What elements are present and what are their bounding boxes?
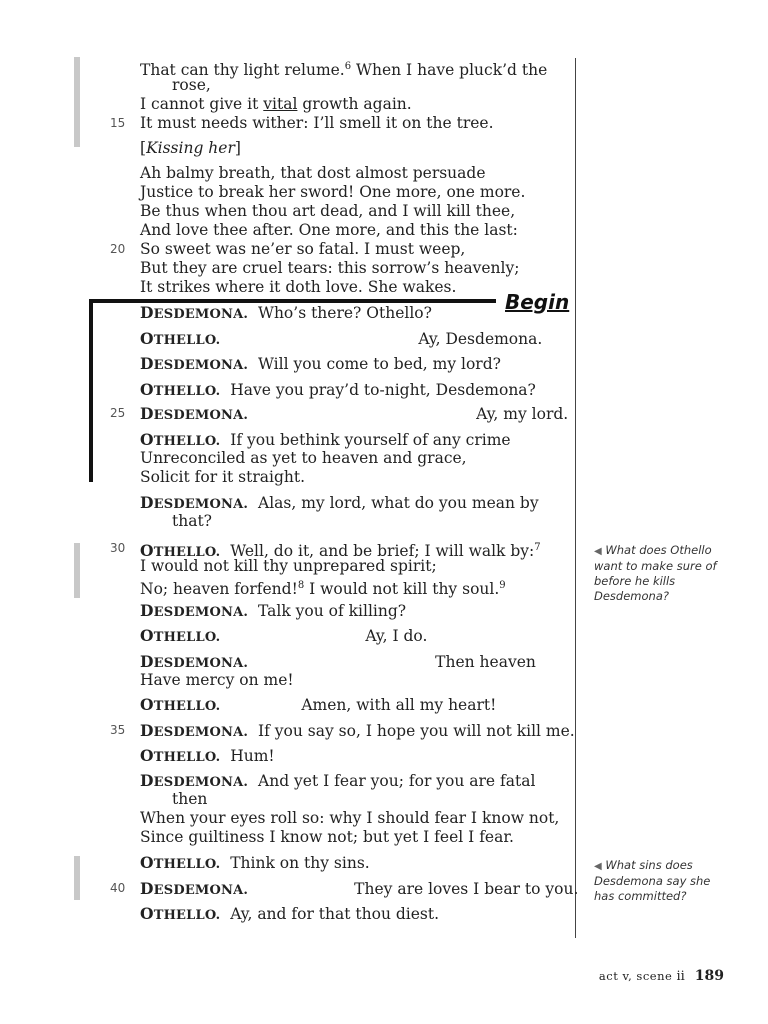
begin-label: Begin — [505, 290, 570, 314]
margin-highlight-bar — [74, 856, 80, 900]
dialogue-line: Since guiltiness I know not; but yet I feel I fear. — [140, 828, 514, 846]
speaker-name: DESDEMONA. — [140, 303, 249, 322]
dialogue-line: OTHELLO. Ay, and for that thou diest. — [140, 904, 440, 923]
verse-line: But they are cruel tears: this sorrow’s heavenly; — [140, 259, 520, 277]
dialogue-line: DESDEMONA. Alas, my lord, what do you mean by — [140, 493, 539, 512]
margin-rule — [575, 58, 576, 938]
speaker-name: OTHELLO. — [140, 541, 221, 561]
dialogue-line: Unreconciled as yet to heaven and grace, — [140, 449, 467, 467]
speaker-name: OTHELLO. — [140, 695, 221, 714]
dialogue-line: Solicit for it straight. — [140, 468, 306, 486]
speaker-name: OTHELLO. — [140, 853, 221, 872]
verse-line: And love thee after. One more, and this the last: — [140, 221, 518, 239]
speaker-name: DESDEMONA. — [140, 493, 249, 512]
page-footer: act v, scene ii 189 — [598, 968, 724, 984]
dialogue-line: OTHELLO. Have you pray’d to-night, Desdemona? — [140, 380, 536, 399]
speaker-name: OTHELLO. — [140, 329, 221, 348]
dialogue-line: I would not kill thy unprepared spirit; — [140, 557, 437, 575]
verse-line: Be thus when thou art dead, and I will kill thee, — [140, 202, 516, 220]
verse-line: It strikes where it doth love. She wakes. — [140, 278, 457, 296]
speaker-name: DESDEMONA. — [140, 879, 249, 898]
dialogue-line: DESDEMONA. If you say so, I hope you will not kill me. — [140, 721, 575, 740]
verse-line: So sweet was ne’er so fatal. I must weep, — [140, 240, 466, 258]
margin-question: ◀ What does Othello want to make sure of before he kills Desdemona? — [594, 543, 717, 603]
speaker-name: OTHELLO. — [140, 746, 221, 765]
line-number: 30 — [110, 541, 126, 555]
triangle-left-icon: ◀ — [594, 546, 602, 557]
verse-line: Justice to break her sword! One more, one more. — [140, 183, 526, 201]
line-number: 15 — [110, 116, 126, 130]
dialogue-line: OTHELLO. Well, do it, and be brief; I will walk by:$^7$ — [140, 541, 541, 561]
stage-direction: [Kissing her] — [140, 139, 241, 157]
dialogue-line: DESDEMONA. Ay, my lord. — [140, 404, 569, 423]
dialogue-line: No; heaven forfend!$^8$ I would not kill thy soul.$^9$ — [140, 580, 506, 599]
speaker-name: DESDEMONA. — [140, 404, 249, 423]
speaker-name: OTHELLO. — [140, 626, 221, 645]
speaker-name: DESDEMONA. — [140, 601, 249, 620]
line-number: 20 — [110, 242, 126, 256]
margin-question: ◀ What sins does Desdemona say she has committed? — [594, 858, 711, 903]
margin-highlight-bar — [74, 543, 80, 598]
dialogue-line: DESDEMONA. Then heaven — [140, 652, 536, 671]
speaker-name: DESDEMONA. — [140, 721, 249, 740]
dialogue-line: Have mercy on me! — [140, 671, 294, 689]
dialogue-line: DESDEMONA. Will you come to bed, my lord? — [140, 354, 501, 373]
dialogue-line: OTHELLO. If you bethink yourself of any crime — [140, 430, 511, 449]
dialogue-line: DESDEMONA. Talk you of killing? — [140, 601, 407, 620]
dialogue-line: DESDEMONA. Who’s there? Othello? — [140, 303, 432, 322]
margin-highlight-bar — [74, 57, 80, 147]
speaker-name: OTHELLO. — [140, 904, 221, 923]
verse-line: It must needs wither: I’ll smell it on the tree. — [140, 114, 494, 132]
line-number: 40 — [110, 881, 126, 895]
dialogue-line: DESDEMONA. They are loves I bear to you. — [140, 879, 579, 898]
dialogue-line: that? — [172, 512, 212, 530]
dialogue-line: OTHELLO. Hum! — [140, 746, 275, 765]
begin-marker-line — [89, 299, 93, 482]
dialogue-line: OTHELLO. Ay, Desdemona. — [140, 329, 543, 348]
dialogue-line: DESDEMONA. And yet I fear you; for you are fatal — [140, 771, 536, 790]
speaker-name: DESDEMONA. — [140, 354, 249, 373]
verse-line: That can thy light relume.$^6$ When I have pluck’d the — [140, 61, 548, 80]
dialogue-line: then — [172, 790, 208, 808]
verse-line: Ah balmy breath, that dost almost persuade — [140, 164, 486, 182]
dialogue-line: When your eyes roll so: why I should fear I know not, — [140, 809, 560, 827]
triangle-left-icon: ◀ — [594, 861, 602, 872]
speaker-name: DESDEMONA. — [140, 652, 249, 671]
verse-line: rose, — [172, 76, 211, 94]
speaker-name: OTHELLO. — [140, 380, 221, 399]
verse-line: I cannot give it vital growth again. — [140, 95, 412, 113]
page-number: 189 — [694, 968, 724, 984]
speaker-name: DESDEMONA. — [140, 771, 249, 790]
line-number: 25 — [110, 406, 126, 420]
speaker-name: OTHELLO. — [140, 430, 221, 449]
dialogue-line: OTHELLO. Ay, I do. — [140, 626, 428, 645]
dialogue-line: OTHELLO. Think on thy sins. — [140, 853, 370, 872]
dialogue-line: OTHELLO. Amen, with all my heart! — [140, 695, 497, 714]
line-number: 35 — [110, 723, 126, 737]
